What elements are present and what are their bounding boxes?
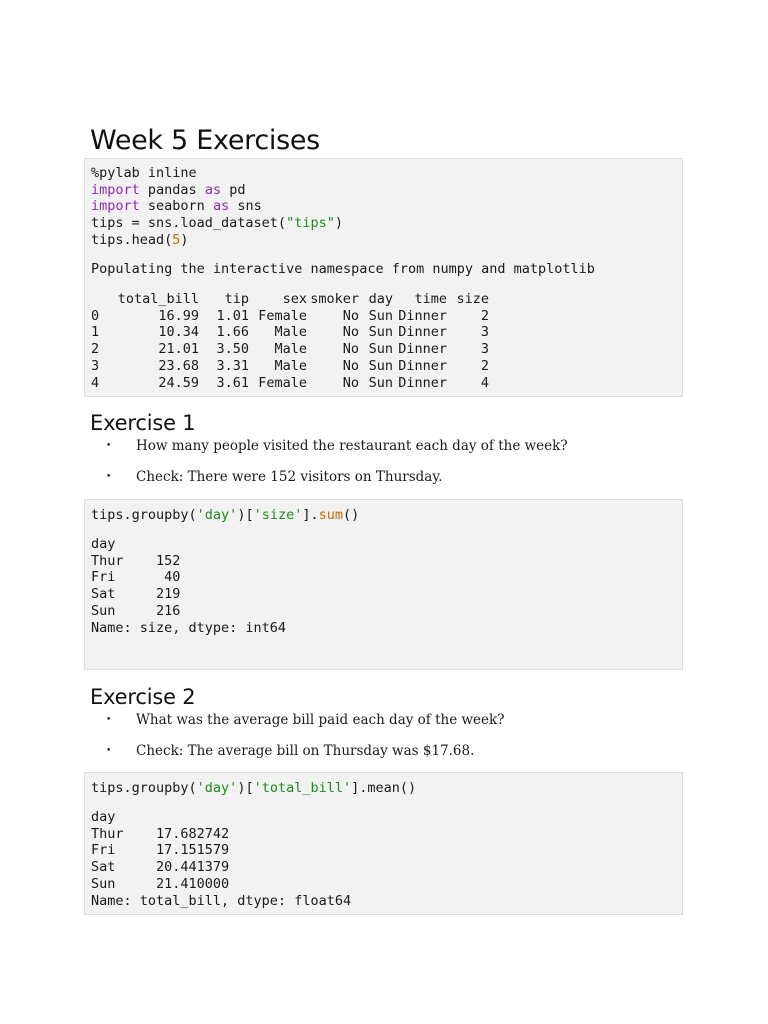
cell-1-code[interactable] (91, 165, 343, 249)
table-row (91, 308, 489, 325)
dataframe-column-header: day (368, 291, 393, 307)
table-cell: No (342, 307, 359, 324)
table-cell: Sun (368, 307, 393, 324)
table-cell: Sun (368, 341, 393, 358)
table-cell: Male (274, 357, 307, 374)
table-cell: 3 (480, 341, 489, 358)
bullet-item (102, 468, 568, 486)
bullet-item (102, 711, 504, 729)
bullet-icon: • (106, 441, 112, 451)
exercise-2-bullets (102, 711, 504, 773)
bullet-text: How many people visited the restaurant each day of the week? (136, 438, 568, 454)
code-token: sns (229, 198, 262, 215)
code-token: ]. (302, 507, 319, 523)
table-cell: Sun (368, 324, 393, 341)
table-cell: 3 (480, 324, 489, 341)
bullet-item (102, 742, 504, 760)
dataframe-column-header (91, 291, 115, 308)
page-title: Week 5 Exercises (90, 125, 320, 156)
table-cell: No (342, 357, 359, 374)
code-token: 'size' (253, 507, 303, 523)
cell-1-dataframe (91, 291, 489, 391)
code-token: ].mean() (351, 780, 417, 796)
table-cell: No (342, 341, 359, 358)
cell-2-output: day Thur 152 Fri 40 Sat 219 Sun 216 Name: size, dtype: int64 (91, 536, 287, 636)
table-cell: 2 (480, 307, 489, 324)
code-token: ) (334, 215, 343, 232)
dataframe-header-row (91, 291, 489, 308)
bullet-icon: • (106, 472, 112, 482)
table-cell: 10.34 (158, 324, 199, 341)
exercise-1-bullets (102, 437, 568, 499)
dataframe-column-header: smoker (310, 291, 359, 307)
code-token: as (204, 181, 222, 198)
dataframe-column-header: time (414, 291, 447, 307)
code-token: tips.groupby( (91, 780, 197, 796)
cell-3-code[interactable] (91, 780, 416, 797)
bullet-text: Check: The average bill on Thursday was $17.68. (136, 743, 475, 759)
code-token: 5 (172, 231, 181, 248)
code-source[interactable] (91, 780, 416, 797)
bullet-icon: • (106, 746, 112, 756)
code-token: 'day' (196, 780, 238, 796)
code-source[interactable] (91, 165, 343, 249)
bullet-icon: • (106, 715, 112, 725)
code-token: 'total_bill' (253, 780, 352, 796)
code-token: () (343, 507, 360, 523)
dataframe-column-header: total_bill (117, 291, 199, 307)
code-line (91, 198, 343, 215)
table-cell: 2 (480, 357, 489, 374)
table-cell: 3.31 (216, 357, 249, 374)
cell-3-output: day Thur 17.682742 Fri 17.151579 Sat 20.441379 Sun 21.410000 Name: total_bill, dtype: float64 (91, 809, 352, 909)
code-token: 'day' (196, 507, 238, 523)
code-token: )[ (237, 780, 254, 796)
code-token: )[ (237, 507, 254, 523)
code-token: "tips" (286, 215, 335, 232)
table-cell: 1.66 (216, 324, 249, 341)
dataframe-table (91, 291, 489, 391)
table-cell: 3.50 (216, 341, 249, 358)
dataframe-column-header: sex (282, 291, 307, 307)
table-cell: No (342, 324, 359, 341)
code-line (91, 780, 416, 797)
table-cell: 3.61 (216, 374, 249, 391)
cell-2-code[interactable] (91, 507, 359, 524)
table-cell: 24.59 (158, 374, 199, 391)
table-cell: Dinner (398, 374, 447, 391)
row-index: 3 (91, 357, 100, 374)
code-line (91, 182, 343, 199)
cell-1-stdout: Populating the interactive namespace from numpy and matplotlib (91, 261, 595, 277)
exercise-2-heading: Exercise 2 (90, 685, 196, 709)
code-token: import (91, 181, 140, 198)
code-token: tips = sns.load_dataset( (91, 215, 287, 232)
code-token: tips.groupby( (91, 507, 197, 523)
table-cell: Male (274, 324, 307, 341)
table-cell: Sun (368, 374, 393, 391)
table-cell: Female (258, 307, 307, 324)
table-cell: 21.01 (158, 341, 199, 358)
table-row (91, 358, 489, 375)
row-index: 1 (91, 324, 100, 341)
table-cell: Dinner (398, 357, 447, 374)
row-index: 4 (91, 374, 100, 391)
exercise-1-heading: Exercise 1 (90, 411, 196, 435)
code-token: pd (221, 181, 246, 198)
row-index: 2 (91, 341, 100, 358)
code-line (91, 215, 343, 232)
bullet-text: Check: There were 152 visitors on Thursday. (136, 469, 443, 485)
table-cell: No (342, 374, 359, 391)
code-cell-1[interactable] (84, 158, 683, 397)
table-row (91, 375, 489, 392)
code-cell-3[interactable] (84, 772, 683, 915)
dataframe-column-header: tip (224, 291, 249, 307)
table-cell: 4 (480, 374, 489, 391)
code-line (91, 507, 359, 524)
table-row (91, 324, 489, 341)
table-cell: Male (274, 341, 307, 358)
code-line (91, 165, 343, 182)
table-cell: Dinner (398, 324, 447, 341)
table-cell: 1.01 (216, 307, 249, 324)
table-cell: Dinner (398, 307, 447, 324)
table-row (91, 341, 489, 358)
table-cell: 16.99 (158, 307, 199, 324)
row-index: 0 (91, 307, 100, 324)
bullet-text: What was the average bill paid each day of the week? (136, 712, 505, 728)
code-token: tips.head( (91, 231, 173, 248)
table-cell: Sun (368, 357, 393, 374)
table-cell: Female (258, 374, 307, 391)
bullet-item (102, 437, 568, 455)
code-token: as (212, 198, 230, 215)
code-source[interactable] (91, 507, 359, 524)
code-token: %pylab inline (91, 165, 197, 181)
code-cell-2[interactable] (84, 499, 683, 670)
code-token: import (91, 198, 140, 215)
dataframe-column-header: size (456, 291, 489, 307)
table-cell: Dinner (398, 341, 447, 358)
code-line (91, 232, 343, 249)
code-token: sum (318, 507, 344, 523)
table-cell: 23.68 (158, 357, 199, 374)
code-token: ) (180, 231, 189, 248)
code-token: pandas (139, 181, 205, 198)
code-token: seaborn (139, 198, 213, 215)
